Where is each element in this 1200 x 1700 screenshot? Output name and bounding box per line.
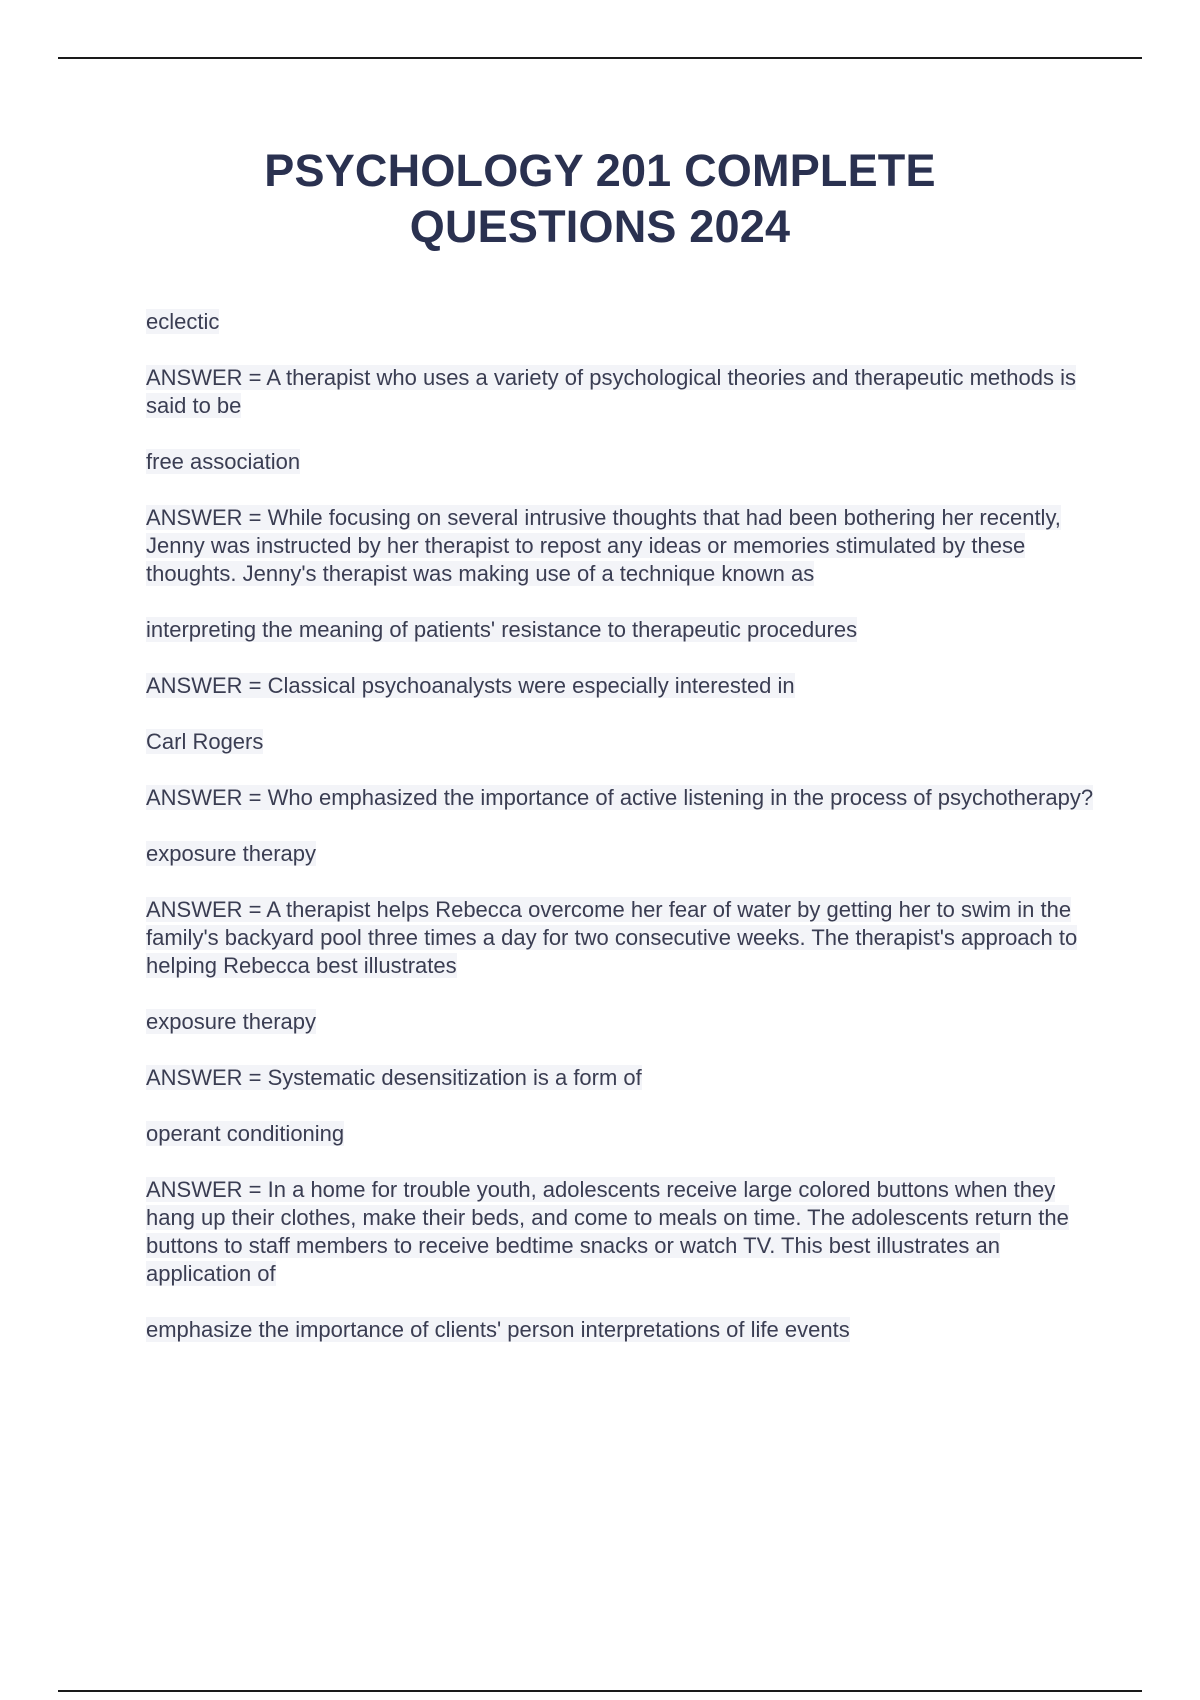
answer-text: ANSWER = Who emphasized the importance of active listening in the process of psychotherapy? <box>146 785 1094 810</box>
term-text: Carl Rogers <box>146 729 264 754</box>
title-line-1: PSYCHOLOGY 201 COMPLETE <box>264 145 936 196</box>
answer-text: ANSWER = While focusing on several intrusive thoughts that had been bothering her recently, Jenny was instructed by her therapist to repost any ideas or memories stimulated by these thoughts. Jenny's therapist was making use of a technique known as <box>146 505 1061 586</box>
answer-text: ANSWER = A therapist helps Rebecca overcome her fear of water by getting her to swim in the family's backyard pool three times a day for two consecutive weeks. The therapist's approach to helping Rebecca best illustrates <box>146 897 1078 978</box>
top-rule <box>58 57 1142 59</box>
term-text: free association <box>146 449 301 474</box>
term-text: exposure therapy <box>146 1009 316 1034</box>
answer-text: ANSWER = In a home for trouble youth, adolescents receive large colored buttons when they hang up their clothes, make their beds, and come to meals on time. The adolescents return the buttons to staff members to receive bedtime snacks or watch TV. This best illustrates an application of <box>146 1177 1069 1286</box>
term-text: emphasize the importance of clients' person interpretations of life events <box>146 1317 850 1342</box>
term-text: eclectic <box>146 309 220 334</box>
term-text: interpreting the meaning of patients' resistance to therapeutic procedures <box>146 617 858 642</box>
bottom-rule <box>58 1690 1142 1692</box>
answer-text: ANSWER = A therapist who uses a variety of psychological theories and therapeutic methods is said to be <box>146 365 1076 418</box>
qa-list <box>146 308 1096 1372</box>
term-text: exposure therapy <box>146 841 316 866</box>
answer-text: ANSWER = Systematic desensitization is a form of <box>146 1065 642 1090</box>
term-text: operant conditioning <box>146 1121 345 1146</box>
document-title <box>0 143 1200 255</box>
answer-text: ANSWER = Classical psychoanalysts were especially interested in <box>146 673 795 698</box>
title-line-2: QUESTIONS 2024 <box>409 201 791 252</box>
